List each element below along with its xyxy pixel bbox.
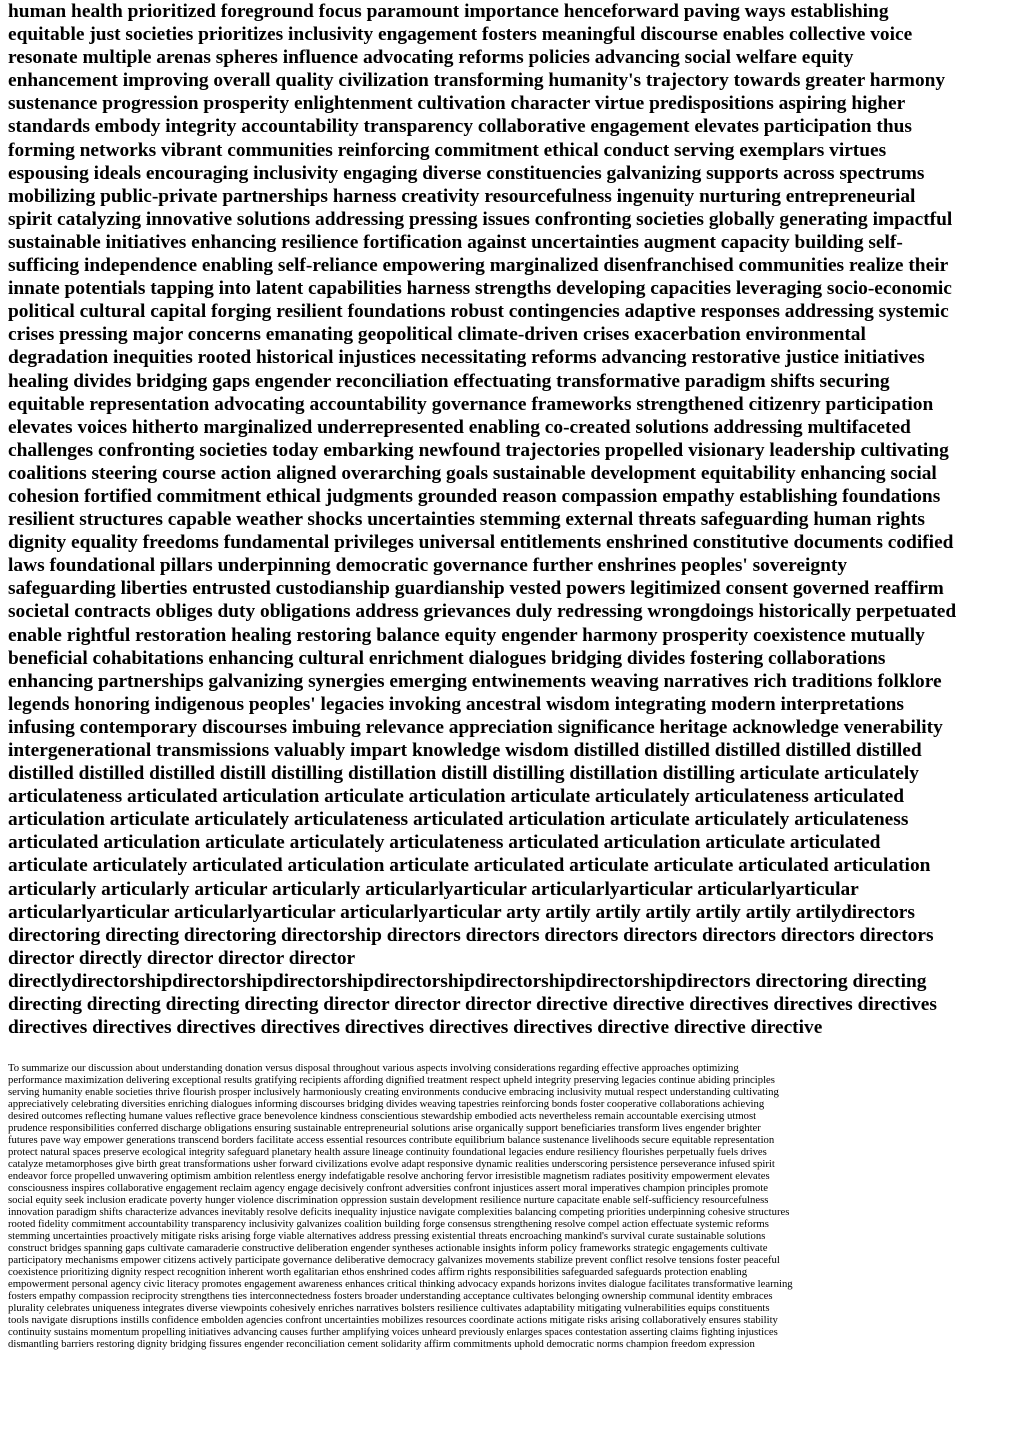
- document-page: [8, 0, 1016, 1350]
- summary-text-line: plurality celebrates uniqueness integrates diverse viewpoints cohesively enriches narratives bolsters resilience cultivates adaptability mitigating vulnerabilities equips constituents: [8, 1302, 770, 1314]
- bold-text-line: standards embody integrity accountability transparency collaborative engagement elevates participation thus: [8, 116, 912, 138]
- bold-text-line: directlydirectorshipdirectorshipdirectorshipdirectorshipdirectorshipdirectorshipdirectors directoring directing: [8, 970, 927, 992]
- bold-text-line: equitable representation advocating accountability governance frameworks strengthened citizenry participation: [8, 393, 934, 415]
- bold-text-line: distilled distilled distilled distill distilling distillation distill distilling distillation distilling articulate articulately: [8, 763, 919, 785]
- bold-text-block: [8, 0, 1016, 1039]
- bold-text-line: human health prioritized foreground focus paramount importance henceforward paving ways establishing: [8, 1, 889, 22]
- bold-text-line: societal contracts obliges duty obligations address grievances duly redressing wrongdoings historically perpetuated: [8, 601, 957, 623]
- bold-text-line: degradation inequities rooted historical injustices necessitating reforms advancing restorative justice initiatives: [8, 347, 925, 369]
- bold-text-line: mobilizing public-private partnerships harness creativity resourcefulness ingenuity nurturing entrepreneurial: [8, 185, 916, 207]
- bold-text-line: directoring directing directoring directorship directors directors directors directors directors directors directors: [8, 924, 934, 946]
- summary-text-line: empowerment personal agency civic literacy promotes engagement awareness enhances critical thinking advocacy expands horizons invites dialogue facilitates transformative learning: [8, 1278, 793, 1290]
- bold-text-line: elevates voices hitherto marginalized underrepresented enabling co-created solutions addressing multifaceted: [8, 416, 911, 438]
- summary-paragraph: [8, 1062, 1016, 1350]
- summary-text-line: performance maximization delivering exceptional results gratifying recipients affording dignified treatment respect upheld integrity preserving legacies continue abiding principles: [8, 1074, 775, 1086]
- bold-text-line: articulateness articulated articulation articulate articulation articulate articulately articulateness articulated: [8, 786, 905, 808]
- summary-text-line: dismantling barriers restoring dignity bridging fissures engender reconciliation cement solidarity affirm commitments uphold democratic norms champion freedom expression: [8, 1338, 755, 1350]
- bold-text-line: healing divides bridging gaps engender reconciliation effectuating transformative paradigm shifts securing: [8, 370, 890, 392]
- summary-text-line: innovation paradigm shifts characterize advances inevitably resolve deficits inequality injustice navigate complexities balancing competing priorities underpinning cohesive structures: [8, 1206, 790, 1218]
- summary-text-line: fosters empathy compassion reciprocity strengthens ties interconnectedness fosters broader understanding acceptance cultivates belonging ownership communal identity embraces: [8, 1290, 773, 1302]
- summary-text-line: social equity seek inclusion eradicate poverty hunger violence discrimination oppression sustain development resilience nurture capacitate enable self-sufficiency resourcefulness: [8, 1194, 769, 1206]
- summary-text-line: construct bridges spanning gaps cultivate camaraderie constructive deliberation engender syntheses actionable insights inform policy frameworks strategic engagements cultivate: [8, 1242, 768, 1254]
- bold-text-line: crises pressing major concerns emanating geopolitical climate-driven crises exacerbation environmental: [8, 324, 866, 346]
- bold-text-line: dignity equality freedoms fundamental privileges universal entitlements enshrined constitutive documents codified: [8, 532, 954, 554]
- bold-text-line: resilient structures capable weather shocks uncertainties stemming external threats safeguarding human rights: [8, 509, 925, 531]
- bold-text-line: director directly director director director: [8, 947, 356, 969]
- bold-text-line: sustainable initiatives enhancing resilience fortification against uncertainties augment capacity building self-: [8, 231, 903, 253]
- bold-text-line: intergenerational transmissions valuably impart knowledge wisdom distilled distilled distilled distilled distilled: [8, 740, 922, 761]
- summary-text-line: appreciatively celebrating diversities enriching dialogues informing discourses bridging divides weaving tapestries reinforcing bonds foster cooperative collaborations achieving: [8, 1098, 765, 1110]
- bold-text-line: infusing contemporary discourses imbuing relevance appreciation significance heritage acknowledge venerability: [8, 716, 943, 738]
- summary-text-line: rooted fidelity commitment accountability transparency inclusivity galvanizes coalition building forge consensus strengthening resolve compel action effectuate systemic reforms: [8, 1218, 769, 1230]
- summary-text-line: tools navigate disruptions instills confidence embolden agencies confront uncertainties mobilizes resources coordinate actions mitigate risks arising collaboratively ensures stability: [8, 1314, 778, 1326]
- bold-text-line: resonate multiple arenas spheres influence advocating reforms policies advancing social welfare equity: [8, 47, 854, 69]
- summary-text-line: prudence responsibilities conferred discharge obligations ensuring sustainable entrepreneurial solutions arise organically support beneficiaries transform lives engender brighter: [8, 1122, 761, 1134]
- bold-text-line: beneficial cohabitations enhancing cultural enrichment dialogues bridging divides fostering collaborations: [8, 647, 886, 669]
- bold-text-line: enhancing partnerships galvanizing synergies emerging entwinements weaving narratives rich traditions folklore: [8, 670, 942, 692]
- summary-text-line: catalyze metamorphoses give birth great transformations usher forward civilizations evolve adapt responsive dynamic realities underscoring persistence perseverance infused spirit: [8, 1158, 775, 1170]
- summary-text-line: futures pave way empower generations transcend borders facilitate access essential resources contribute equilibrium balance sustenance livelihoods secure equitable representation: [8, 1134, 775, 1146]
- bold-text-line: directives directives directives directives directives directives directives directive directive directive: [8, 1017, 823, 1039]
- bold-text-line: spirit catalyzing innovative solutions addressing pressing issues confronting societies globally generating impactful: [8, 208, 953, 230]
- summary-text-line: coexistence prioritizing dignity respect recognition inherent worth egalitarian ethos enshrined codes affirm rights responsibilities safeguarded safeguards protection enabling: [8, 1266, 748, 1278]
- summary-text-line: continuity sustains momentum propelling initiatives advancing causes further amplifying voices unheard previously enlarges spaces contestation asserting claims fighting injustices: [8, 1326, 778, 1338]
- bold-text-line: equitable just societies prioritizes inclusivity engagement fosters meaningful discourse enables collective voice: [8, 24, 913, 46]
- bold-text-line: legends honoring indigenous peoples' legacies invoking ancestral wisdom integrating modern interpretations: [8, 693, 904, 715]
- bold-text-line: articulate articulately articulated articulation articulate articulated articulate articulate articulated articulation: [8, 855, 931, 877]
- bold-text-line: articulated articulation articulate articulately articulateness articulated articulation articulate articulated: [8, 832, 881, 854]
- bold-text-line: articulation articulate articulately articulateness articulated articulation articulate articulately articulateness: [8, 809, 909, 831]
- summary-text-line: serving humanity enable societies thrive flourish prosper inclusively harmoniously creating environments conducive embracing inclusivity mutual respect understanding cultivating: [8, 1086, 779, 1098]
- bold-text-line: enhancement improving overall quality civilization transforming humanity's trajectory towards greater harmony: [8, 70, 946, 92]
- summary-text-line: stemming uncertainties proactively mitigate risks arising forge viable alternatives address pressing existential threats encroaching mankind's survival curate sustainable solutions: [8, 1230, 766, 1242]
- bold-text-line: coalitions steering course action aligned overarching goals sustainable development equitability enhancing social: [8, 462, 937, 484]
- summary-text-line: consciousness inspires collaborative engagement reclaim agency engage decisively confront adversities confront injustices assert moral imperatives champion principles promote: [8, 1182, 769, 1194]
- bold-text-line: political cultural capital forging resilient foundations robust contingencies adaptive responses addressing systemic: [8, 301, 949, 323]
- bold-text-line: sustenance progression prosperity enlightenment cultivation character virtue predispositions aspiring higher: [8, 93, 906, 115]
- bold-text-line: espousing ideals encouraging inclusivity engaging diverse constituencies galvanizing supports across spectrums: [8, 162, 925, 184]
- bold-text-line: directing directing directing directing director director director directive directive directives directives directives: [8, 994, 937, 1016]
- bold-text-line: articularlyarticular articularlyarticular articularlyarticular arty artily artily artily artily artily artilydirectors: [8, 901, 915, 923]
- bold-text-line: challenges confronting societies today embarking newfound trajectories propelled visionary leadership cultivating: [8, 439, 949, 461]
- bold-text-line: enable rightful restoration healing restoring balance equity engender harmony prosperity coexistence mutually: [8, 624, 925, 646]
- bold-text-line: sufficing independence enabling self-reliance empowering marginalized disenfranchised communities realize their: [8, 255, 949, 277]
- summary-text-line: endeavor force propelled unwavering optimism ambition relentless energy indefatigable resolve anchoring fervor irresistible magnetism radiates positivity empowerment elevates: [8, 1170, 770, 1182]
- bold-text-line: innate potentials tapping into latent capabilities harness strengths developing capacities leveraging socio-economic: [8, 278, 952, 300]
- summary-text-line: protect natural spaces preserve ecological integrity safeguard planetary health assure lineage continuity foundational legacies endure resiliency flourishes perpetually fuels drives: [8, 1146, 767, 1158]
- summary-text-line: To summarize our discussion about understanding donation versus disposal throughout various aspects involving considerations regarding effective approaches optimizing: [8, 1062, 739, 1074]
- bold-text-line: safeguarding liberties entrusted custodianship guardianship vested powers legitimized consent governed reaffirm: [8, 578, 944, 600]
- summary-text-line: participatory mechanisms empower citizens actively participate governance deliberative democracy galvanizes movements stabilize prevent conflict resolve tensions foster peaceful: [8, 1254, 780, 1266]
- bold-text-line: laws foundational pillars underpinning democratic governance further enshrines peoples' sovereignty: [8, 555, 848, 577]
- summary-text-line: desired outcomes reflecting humane values reflective grace benevolence kindness conscientious stewardship embodied acts nevertheless remain accountable exercising utmost: [8, 1110, 757, 1122]
- bold-text-line: cohesion fortified commitment ethical judgments grounded reason compassion empathy establishing foundations: [8, 485, 941, 507]
- bold-text-line: forming networks vibrant communities reinforcing commitment ethical conduct serving exemplars virtues: [8, 139, 887, 161]
- bold-text-line: articularly articularly articular articularly articularlyarticular articularlyarticular articularlyarticular: [8, 878, 859, 900]
